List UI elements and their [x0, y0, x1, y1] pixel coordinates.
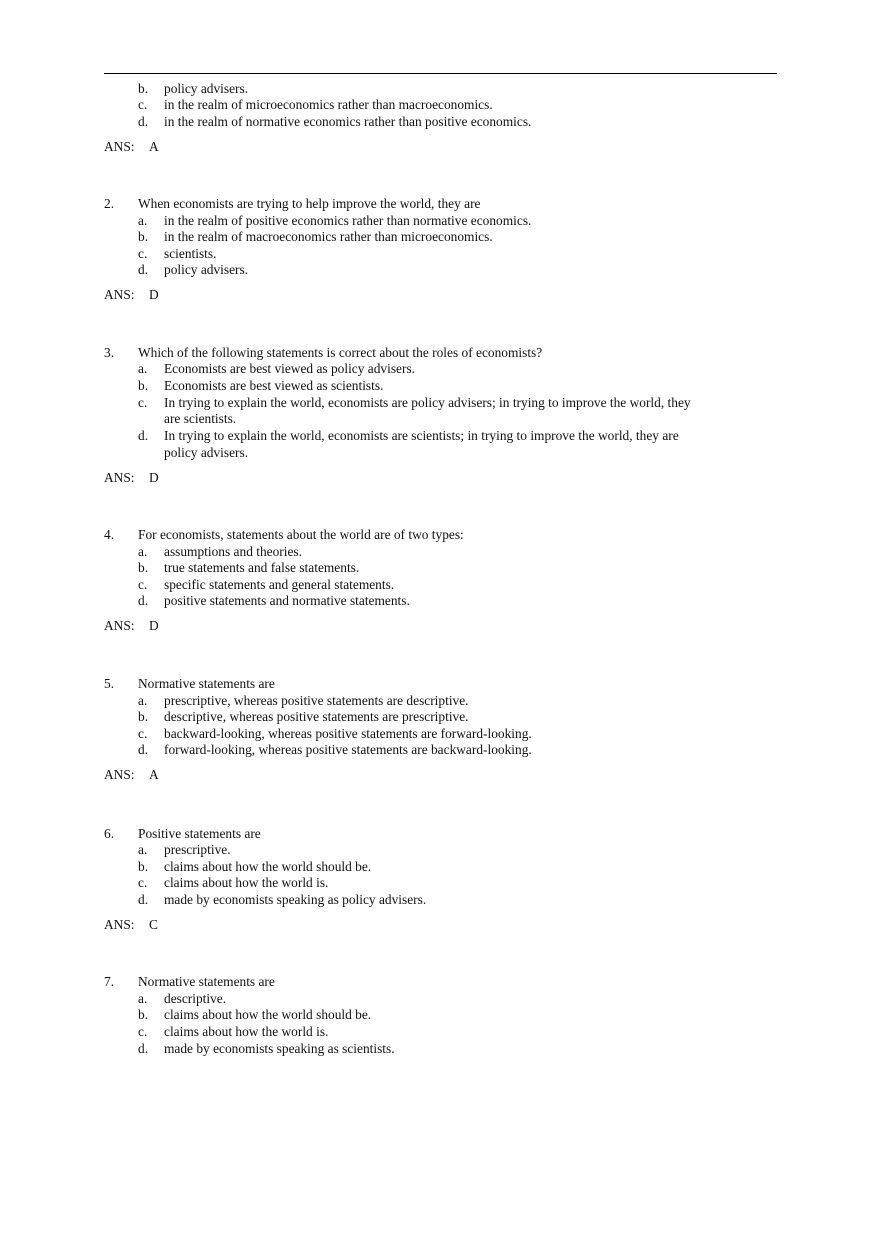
option-letter: a. — [138, 991, 148, 1006]
option-letter: b. — [138, 1007, 149, 1022]
option-text-continued: policy advisers. — [164, 445, 249, 460]
option-letter: d. — [138, 428, 149, 443]
option-text: descriptive, whereas positive statements are prescriptive. — [164, 709, 469, 724]
answer-label: ANS: — [104, 287, 135, 302]
question-number: 2. — [104, 196, 115, 211]
question-stem: For economists, statements about the world are of two types: — [138, 527, 464, 542]
header-rule — [104, 73, 777, 74]
option-letter: d. — [138, 742, 149, 757]
option-letter: c. — [138, 1024, 148, 1039]
option-letter: a. — [138, 361, 148, 376]
option-letter: b. — [138, 560, 149, 575]
option-text: claims about how the world is. — [164, 875, 329, 890]
option-letter: b. — [138, 81, 149, 96]
question-number: 3. — [104, 345, 115, 360]
option-text: made by economists speaking as policy advisers. — [164, 892, 427, 907]
question-stem: Normative statements are — [138, 974, 275, 989]
option-letter: c. — [138, 246, 148, 261]
option-letter: d. — [138, 262, 149, 277]
option-letter: d. — [138, 114, 149, 129]
option-text: scientists. — [164, 246, 217, 261]
option-text: forward-looking, whereas positive statements are backward-looking. — [164, 742, 532, 757]
option-text: in the realm of macroeconomics rather than microeconomics. — [164, 229, 493, 244]
option-text: descriptive. — [164, 991, 227, 1006]
question-number: 7. — [104, 974, 115, 989]
option-text: prescriptive, whereas positive statements are descriptive. — [164, 693, 469, 708]
option-text: claims about how the world should be. — [164, 859, 372, 874]
question-stem: Positive statements are — [138, 826, 261, 841]
option-letter: a. — [138, 693, 148, 708]
question-number: 6. — [104, 826, 115, 841]
answer-label: ANS: — [104, 917, 135, 932]
option-letter: a. — [138, 544, 148, 559]
option-text: assumptions and theories. — [164, 544, 302, 559]
question-stem: When economists are trying to help improve the world, they are — [138, 196, 481, 211]
answer-label: ANS: — [104, 767, 135, 782]
option-letter: b. — [138, 859, 149, 874]
option-text: Economists are best viewed as policy advisers. — [164, 361, 416, 376]
option-letter: a. — [138, 842, 148, 857]
answer-value: D — [149, 287, 159, 302]
option-letter: b. — [138, 709, 149, 724]
option-text: positive statements and normative statements. — [164, 593, 410, 608]
option-letter: d. — [138, 593, 149, 608]
option-text: In trying to explain the world, economists are scientists; in trying to improve the world, they are — [164, 428, 679, 443]
option-text: policy advisers. — [164, 262, 249, 277]
answer-label: ANS: — [104, 139, 135, 154]
option-letter: c. — [138, 395, 148, 410]
question-number: 4. — [104, 527, 115, 542]
option-text: made by economists speaking as scientists. — [164, 1041, 395, 1056]
answer-value: D — [149, 470, 159, 485]
option-text: backward-looking, whereas positive statements are forward-looking. — [164, 726, 532, 741]
option-letter: d. — [138, 892, 149, 907]
option-text: in the realm of normative economics rather than positive economics. — [164, 114, 532, 129]
option-letter: d. — [138, 1041, 149, 1056]
option-text: in the realm of positive economics rather than normative economics. — [164, 213, 532, 228]
option-text: policy advisers. — [164, 81, 249, 96]
answer-value: A — [149, 767, 159, 782]
option-text-continued: are scientists. — [164, 411, 237, 426]
option-letter: a. — [138, 213, 148, 228]
answer-label: ANS: — [104, 470, 135, 485]
question-number: 5. — [104, 676, 115, 691]
option-text: specific statements and general statements. — [164, 577, 395, 592]
option-text: Economists are best viewed as scientists. — [164, 378, 384, 393]
option-text: claims about how the world should be. — [164, 1007, 372, 1022]
option-letter: b. — [138, 229, 149, 244]
option-text: claims about how the world is. — [164, 1024, 329, 1039]
option-letter: c. — [138, 726, 148, 741]
option-letter: b. — [138, 378, 149, 393]
question-stem: Normative statements are — [138, 676, 275, 691]
question-stem: Which of the following statements is correct about the roles of economists? — [138, 345, 543, 360]
option-text: true statements and false statements. — [164, 560, 360, 575]
option-letter: c. — [138, 97, 148, 112]
answer-value: C — [149, 917, 158, 932]
answer-value: D — [149, 618, 159, 633]
answer-label: ANS: — [104, 618, 135, 633]
option-letter: c. — [138, 577, 148, 592]
option-text: In trying to explain the world, economists are policy advisers; in trying to improve the world, they — [164, 395, 691, 410]
option-text: in the realm of microeconomics rather than macroeconomics. — [164, 97, 493, 112]
option-letter: c. — [138, 875, 148, 890]
option-text: prescriptive. — [164, 842, 231, 857]
answer-value: A — [149, 139, 159, 154]
